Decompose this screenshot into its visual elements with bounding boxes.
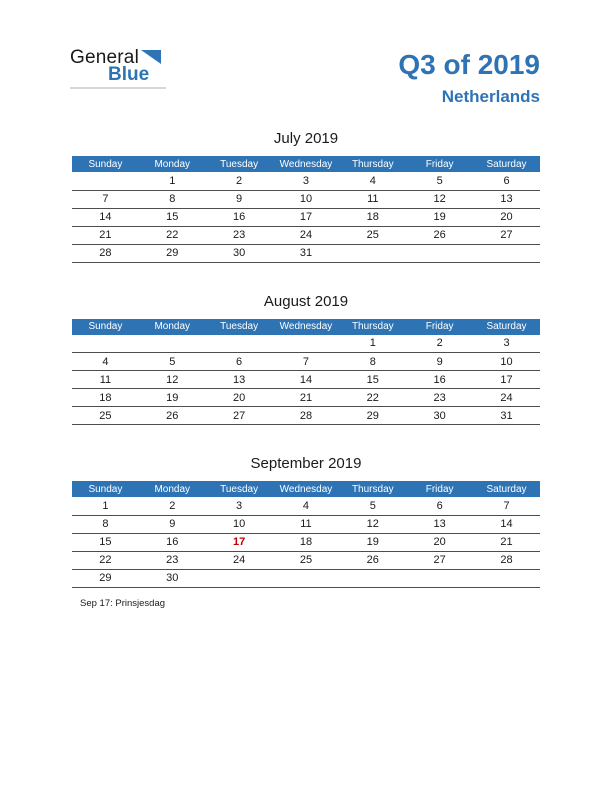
day-cell: 25: [273, 551, 340, 569]
weekday-header: Monday: [139, 156, 206, 172]
day-cell: 6: [206, 353, 273, 371]
day-cell: 13: [206, 371, 273, 389]
month-calendar-table: [72, 156, 540, 263]
logo-underline: [70, 87, 166, 89]
day-cell: 16: [139, 533, 206, 551]
day-cell: 26: [339, 551, 406, 569]
day-cell: 12: [406, 190, 473, 208]
day-cell: 5: [139, 353, 206, 371]
day-cell: 21: [72, 226, 139, 244]
empty-day-cell: [273, 335, 340, 353]
day-cell: 10: [206, 515, 273, 533]
day-cell: 28: [273, 407, 340, 425]
day-cell: 10: [273, 190, 340, 208]
empty-day-cell: [72, 172, 139, 190]
day-cell: 14: [273, 371, 340, 389]
weekday-header-row: [72, 319, 540, 335]
day-cell: 29: [339, 407, 406, 425]
day-cell: 3: [273, 172, 340, 190]
week-row: [72, 190, 540, 208]
empty-day-cell: [273, 569, 340, 587]
day-cell: 14: [473, 515, 540, 533]
day-cell: 17: [473, 371, 540, 389]
day-cell: 7: [473, 497, 540, 515]
day-cell: 22: [139, 226, 206, 244]
empty-day-cell: [406, 244, 473, 262]
day-cell: 26: [139, 407, 206, 425]
day-cell: 8: [72, 515, 139, 533]
empty-day-cell: [473, 569, 540, 587]
weekday-header: Sunday: [72, 319, 139, 335]
day-cell: 4: [72, 353, 139, 371]
day-cell: 16: [206, 208, 273, 226]
logo-text-general: General: [70, 47, 139, 68]
week-row: [72, 226, 540, 244]
day-cell: 23: [139, 551, 206, 569]
region-label: Netherlands: [441, 86, 540, 106]
weekday-header: Wednesday: [273, 319, 340, 335]
day-cell: 7: [72, 190, 139, 208]
weekday-header: Saturday: [473, 156, 540, 172]
day-cell: 9: [406, 353, 473, 371]
week-row: [72, 353, 540, 371]
weekday-header: Friday: [406, 156, 473, 172]
general-blue-logo: [70, 48, 180, 89]
day-cell: 6: [406, 497, 473, 515]
holiday-day-cell: 17: [206, 533, 273, 551]
day-cell: 10: [473, 353, 540, 371]
weekday-header: Wednesday: [273, 481, 340, 497]
week-row: [72, 551, 540, 569]
day-cell: 11: [339, 190, 406, 208]
day-cell: 17: [273, 208, 340, 226]
month-calendar-table: [72, 481, 540, 588]
day-cell: 15: [72, 533, 139, 551]
day-cell: 4: [339, 172, 406, 190]
day-cell: 24: [473, 389, 540, 407]
day-cell: 31: [273, 244, 340, 262]
day-cell: 11: [273, 515, 340, 533]
week-row: [72, 497, 540, 515]
empty-day-cell: [206, 569, 273, 587]
day-cell: 14: [72, 208, 139, 226]
day-cell: 7: [273, 353, 340, 371]
month-calendar-table: [72, 319, 540, 426]
week-row: [72, 208, 540, 226]
empty-day-cell: [206, 335, 273, 353]
weekday-header-row: [72, 156, 540, 172]
week-row: [72, 515, 540, 533]
day-cell: 23: [206, 226, 273, 244]
day-cell: 15: [339, 371, 406, 389]
empty-day-cell: [72, 335, 139, 353]
day-cell: 4: [273, 497, 340, 515]
day-cell: 2: [139, 497, 206, 515]
month-title: August 2019: [263, 292, 349, 310]
day-cell: 28: [473, 551, 540, 569]
day-cell: 20: [206, 389, 273, 407]
weekday-header: Friday: [406, 319, 473, 335]
week-row: [72, 407, 540, 425]
week-row: [72, 244, 540, 262]
day-cell: 25: [72, 407, 139, 425]
weekday-header: Saturday: [473, 481, 540, 497]
day-cell: 5: [406, 172, 473, 190]
day-cell: 30: [406, 407, 473, 425]
weekday-header: Saturday: [473, 319, 540, 335]
day-cell: 1: [139, 172, 206, 190]
day-cell: 3: [473, 335, 540, 353]
day-cell: 12: [139, 371, 206, 389]
weekday-header: Tuesday: [206, 156, 273, 172]
day-cell: 13: [473, 190, 540, 208]
day-cell: 18: [273, 533, 340, 551]
logo-flag-icon: [141, 50, 161, 64]
months-container: [72, 130, 540, 618]
day-cell: 16: [406, 371, 473, 389]
weekday-header: Thursday: [339, 319, 406, 335]
day-cell: 19: [339, 533, 406, 551]
quarter-title: Q3 of 2019: [398, 49, 540, 80]
weekday-header-row: [72, 481, 540, 497]
weekday-header: Wednesday: [273, 156, 340, 172]
empty-day-cell: [139, 335, 206, 353]
week-row: [72, 172, 540, 190]
weekday-header: Tuesday: [206, 319, 273, 335]
weekday-header: Monday: [139, 481, 206, 497]
header: [398, 50, 540, 107]
day-cell: 18: [339, 208, 406, 226]
day-cell: 21: [273, 389, 340, 407]
week-row: [72, 533, 540, 551]
day-cell: 21: [473, 533, 540, 551]
day-cell: 2: [206, 172, 273, 190]
day-cell: 30: [206, 244, 273, 262]
day-cell: 25: [339, 226, 406, 244]
weekday-header: Thursday: [339, 156, 406, 172]
day-cell: 9: [139, 515, 206, 533]
day-cell: 24: [273, 226, 340, 244]
day-cell: 29: [139, 244, 206, 262]
weekday-header: Sunday: [72, 156, 139, 172]
holiday-footnote: Sep 17: Prinsjesdag: [80, 598, 166, 609]
day-cell: 11: [72, 371, 139, 389]
month-title: July 2019: [273, 130, 339, 147]
month-title: September 2019: [250, 455, 362, 472]
logo-text-blue: Blue: [108, 64, 150, 85]
day-cell: 29: [72, 569, 139, 587]
month-section: [72, 130, 540, 263]
week-row: [72, 569, 540, 587]
day-cell: 22: [72, 551, 139, 569]
day-cell: 23: [406, 389, 473, 407]
month-section: [72, 455, 540, 588]
day-cell: 3: [206, 497, 273, 515]
day-cell: 1: [72, 497, 139, 515]
week-row: [72, 389, 540, 407]
day-cell: 27: [206, 407, 273, 425]
weekday-header: Thursday: [339, 481, 406, 497]
empty-day-cell: [339, 569, 406, 587]
day-cell: 27: [406, 551, 473, 569]
day-cell: 1: [339, 335, 406, 353]
day-cell: 26: [406, 226, 473, 244]
day-cell: 13: [406, 515, 473, 533]
week-row: [72, 371, 540, 389]
day-cell: 8: [139, 190, 206, 208]
day-cell: 31: [473, 407, 540, 425]
day-cell: 22: [339, 389, 406, 407]
day-cell: 28: [72, 244, 139, 262]
day-cell: 15: [139, 208, 206, 226]
weekday-header: Monday: [139, 319, 206, 335]
day-cell: 5: [339, 497, 406, 515]
day-cell: 24: [206, 551, 273, 569]
empty-day-cell: [473, 244, 540, 262]
weekday-header: Sunday: [72, 481, 139, 497]
day-cell: 27: [473, 226, 540, 244]
day-cell: 19: [406, 208, 473, 226]
day-cell: 9: [206, 190, 273, 208]
day-cell: 30: [139, 569, 206, 587]
empty-day-cell: [406, 569, 473, 587]
day-cell: 19: [139, 389, 206, 407]
month-section: [72, 293, 540, 426]
week-row: [72, 335, 540, 353]
weekday-header: Tuesday: [206, 481, 273, 497]
day-cell: 18: [72, 389, 139, 407]
empty-day-cell: [339, 244, 406, 262]
day-cell: 12: [339, 515, 406, 533]
day-cell: 20: [473, 208, 540, 226]
weekday-header: Friday: [406, 481, 473, 497]
day-cell: 6: [473, 172, 540, 190]
day-cell: 20: [406, 533, 473, 551]
day-cell: 2: [406, 335, 473, 353]
day-cell: 8: [339, 353, 406, 371]
